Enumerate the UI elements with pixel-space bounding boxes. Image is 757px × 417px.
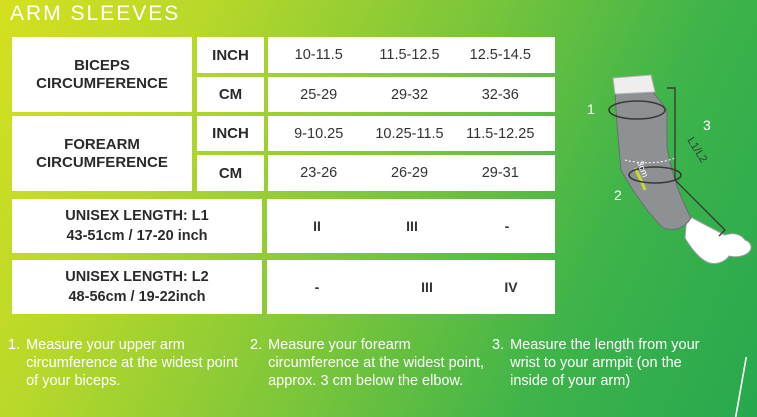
length-l1-title: UNISEX LENGTH: L1	[65, 208, 209, 224]
length-l2-value: -	[314, 279, 320, 295]
instruction-number: 2.	[250, 337, 263, 353]
forearm-cm-unit: CM	[197, 155, 264, 191]
biceps-label-line1: BICEPS	[74, 56, 130, 74]
length-l2-values	[267, 260, 555, 314]
biceps-cm-values	[268, 77, 555, 112]
instruction-text: Measure your forearm circumference at the widest point, approx. 3 cm below the elbow.	[268, 337, 485, 389]
length-l1-label	[12, 199, 262, 253]
diagram-marker-2: 2	[614, 187, 622, 203]
forearm-inch-value: 10.25-11.5	[375, 125, 444, 142]
forearm-inch-value: 11.5-12.25	[466, 125, 535, 142]
biceps-inch-value: 10-11.5	[294, 47, 343, 63]
length-l2-value: IV	[504, 279, 518, 295]
biceps-label	[12, 37, 192, 112]
length-l2-label	[12, 260, 262, 314]
instruction-2	[250, 336, 485, 390]
forearm-label	[12, 116, 192, 191]
forearm-label-line2: CIRCUMFERENCE	[36, 153, 168, 171]
length-l1-range: 43-51cm / 17-20 inch	[66, 228, 208, 244]
length-l1-value: III	[406, 218, 418, 234]
biceps-cm-value: 29-32	[390, 86, 429, 103]
instruction-text: Measure your upper arm circumference at the widest point of your biceps.	[26, 337, 239, 389]
forearm-inch-value: 9-10.25	[294, 125, 344, 142]
biceps-inch-value: 11.5-12.5	[379, 47, 440, 63]
length-l2-range: 48-56cm / 19-22inch	[68, 289, 206, 305]
biceps-inch-value: 12.5-14.5	[469, 47, 531, 63]
length-l1-values	[267, 199, 555, 253]
length-l2-title: UNISEX LENGTH: L2	[65, 269, 209, 285]
instruction-1	[8, 336, 243, 390]
diagram-marker-3: 3	[703, 117, 711, 133]
biceps-cm-value: 25-29	[300, 86, 338, 103]
instruction-number: 1.	[8, 337, 21, 353]
forearm-cm-values	[268, 155, 555, 191]
biceps-cm-value: 32-36	[481, 86, 519, 103]
forearm-cm-value: 26-29	[390, 165, 429, 181]
instruction-3	[492, 336, 722, 390]
arm-sleeve-diagram	[575, 70, 757, 285]
page-title: ARM SLEEVES	[10, 2, 181, 25]
biceps-cm-unit: CM	[197, 77, 264, 112]
length-l2-value: III	[421, 279, 433, 295]
length-l1-value: II	[313, 218, 321, 234]
instruction-number: 3.	[492, 337, 505, 353]
forearm-label-line1: FOREARM	[64, 135, 140, 153]
forearm-cm-value: 23-26	[300, 165, 338, 181]
forearm-inch-values	[268, 116, 555, 151]
offset-label: 3cm	[635, 159, 651, 179]
decorative-stripe	[727, 357, 757, 417]
biceps-inch-values	[268, 37, 555, 73]
sleeve-cuff	[613, 75, 655, 94]
biceps-label-line2: CIRCUMFERENCE	[36, 74, 168, 92]
forearm-cm-value: 29-31	[481, 165, 519, 181]
forearm-inch-unit: INCH	[197, 116, 264, 151]
length-l1-value: -	[504, 218, 510, 234]
biceps-inch-unit: INCH	[197, 37, 264, 73]
diagram-marker-1: 1	[587, 101, 595, 117]
instruction-text: Measure the length from your wrist to your armpit (on the inside of your arm)	[510, 337, 700, 389]
length-label: L1/L2	[684, 135, 710, 165]
